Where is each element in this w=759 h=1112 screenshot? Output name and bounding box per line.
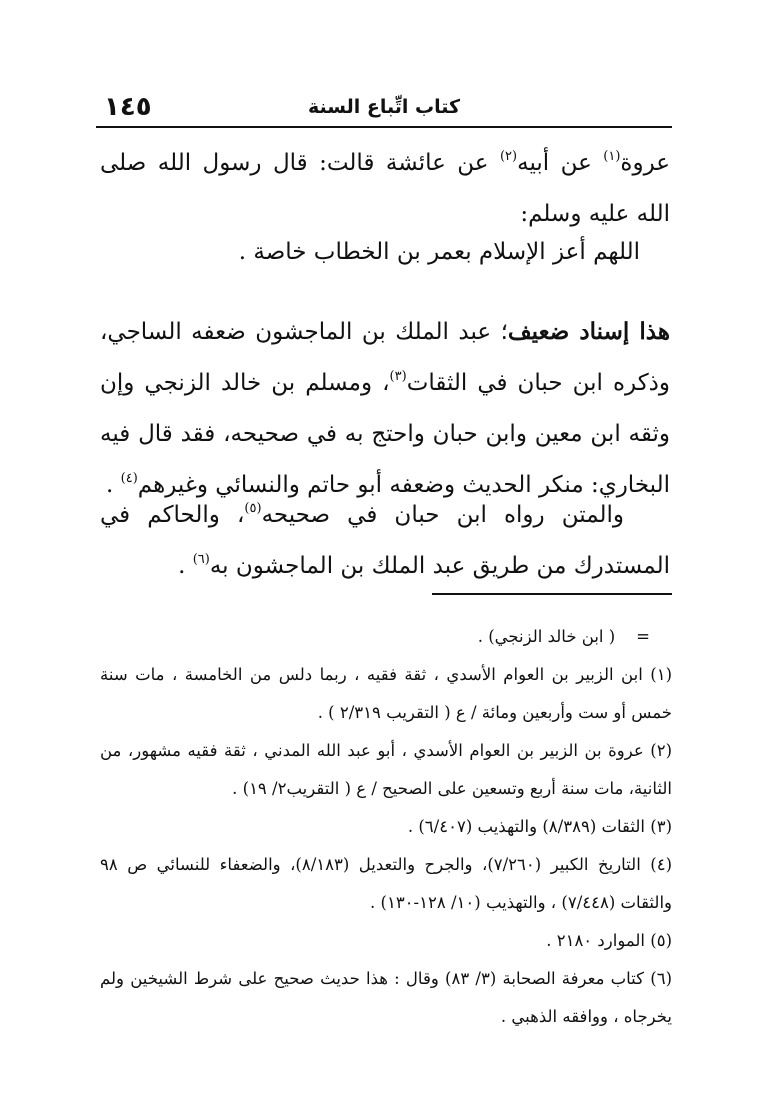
text-run: . bbox=[106, 472, 121, 498]
grading-lead: هذا إسناد ضعيف bbox=[507, 318, 670, 345]
text-run: ، ومسلم بن خالد الزنجي وإن وثقه ابن معين وابن حبان واحتج به في صحيحه، فقد قال فيه البخاري: منكر الحديث وضعفه أبو حاتم والنسائي وغيرهم bbox=[100, 370, 670, 498]
paragraph-isnad bbox=[100, 138, 670, 240]
footnote-ref-6: (٦) bbox=[192, 552, 210, 567]
footnote-ref-5: (٥) bbox=[244, 501, 262, 516]
footnote-2: (٢) عروة بن الزبير بن العوام الأسدي ، أبو عبد الله المدني ، ثقة فقيه مشهور، من الثانية، مات سنة أربع وتسعين على الصحيح / ع ( التقريب٢/ ١٩) . bbox=[100, 741, 672, 798]
continuation-mark: = bbox=[636, 627, 650, 646]
footnotes bbox=[100, 618, 672, 1036]
paragraph-sources bbox=[100, 490, 670, 592]
footnote-1: (١) ابن الزبير بن العوام الأسدي ، ثقة فقيه ، ربما دلس من الخامسة ، مات سنة خمس أو ست وأربعين ومائة / ع ( التقريب ٢/٣١٩ ) . bbox=[100, 665, 672, 722]
text-run: ؛ عبد الملك بن الماجشون ضعفه الساجي، وذكره ابن حبان في الثقات bbox=[100, 319, 670, 396]
text-run: عروة bbox=[620, 150, 670, 176]
text-run: ، والحاكم في المستدرك من طريق عبد الملك بن الماجشون به bbox=[100, 502, 670, 579]
text-run: والمتن رواه ابن حبان في صحيحه bbox=[261, 502, 625, 528]
footnote-6: (٦) كتاب معرفة الصحابة (٣/ ٨٣) وقال : هذا حديث صحيح على شرط الشيخين ولم يخرجاه ، ووافقه الذهبي . bbox=[100, 969, 672, 1026]
page-number: ١٤٥ bbox=[104, 92, 152, 122]
continuation-text: ( ابن خالد الزنجي) . bbox=[477, 627, 616, 646]
book-title: كتاب اتِّباع السنة bbox=[307, 96, 461, 118]
footnote-ref-2: (٢) bbox=[499, 149, 518, 164]
text-run: . bbox=[178, 553, 193, 579]
hadith-text: اللهم أعز الإسلام بعمر بن الخطاب خاصة . bbox=[238, 239, 640, 265]
text-run: عن عائشة قالت: قال رسول الله صلى الله عليه وسلم: bbox=[100, 150, 670, 227]
footnote-3: (٣) الثقات (٨/٣٨٩) والتهذيب (٦/٤٠٧) . bbox=[407, 817, 672, 836]
footnote-ref-1: (١) bbox=[603, 149, 621, 164]
footnote-ref-4: (٤) bbox=[120, 471, 138, 486]
footnote-5: (٥) الموارد ٢١٨٠ . bbox=[546, 931, 672, 950]
footnote-continuation bbox=[100, 618, 672, 656]
footnote-separator bbox=[432, 593, 672, 595]
footnote-ref-3: (٣) bbox=[389, 369, 407, 384]
paragraph-grading bbox=[100, 306, 670, 511]
text-run: عن أبيه bbox=[517, 150, 604, 176]
running-header bbox=[96, 92, 672, 128]
footnote-4: (٤) التاريخ الكبير (٧/٢٦٠)، والجرح والتعديل (٨/١٨٣)، والضعفاء للنسائي ص ٩٨ والثقات (٧/٤٤٨) ، والتهذيب (١٠/ ١٢٨-١٣٠) . bbox=[100, 855, 672, 912]
